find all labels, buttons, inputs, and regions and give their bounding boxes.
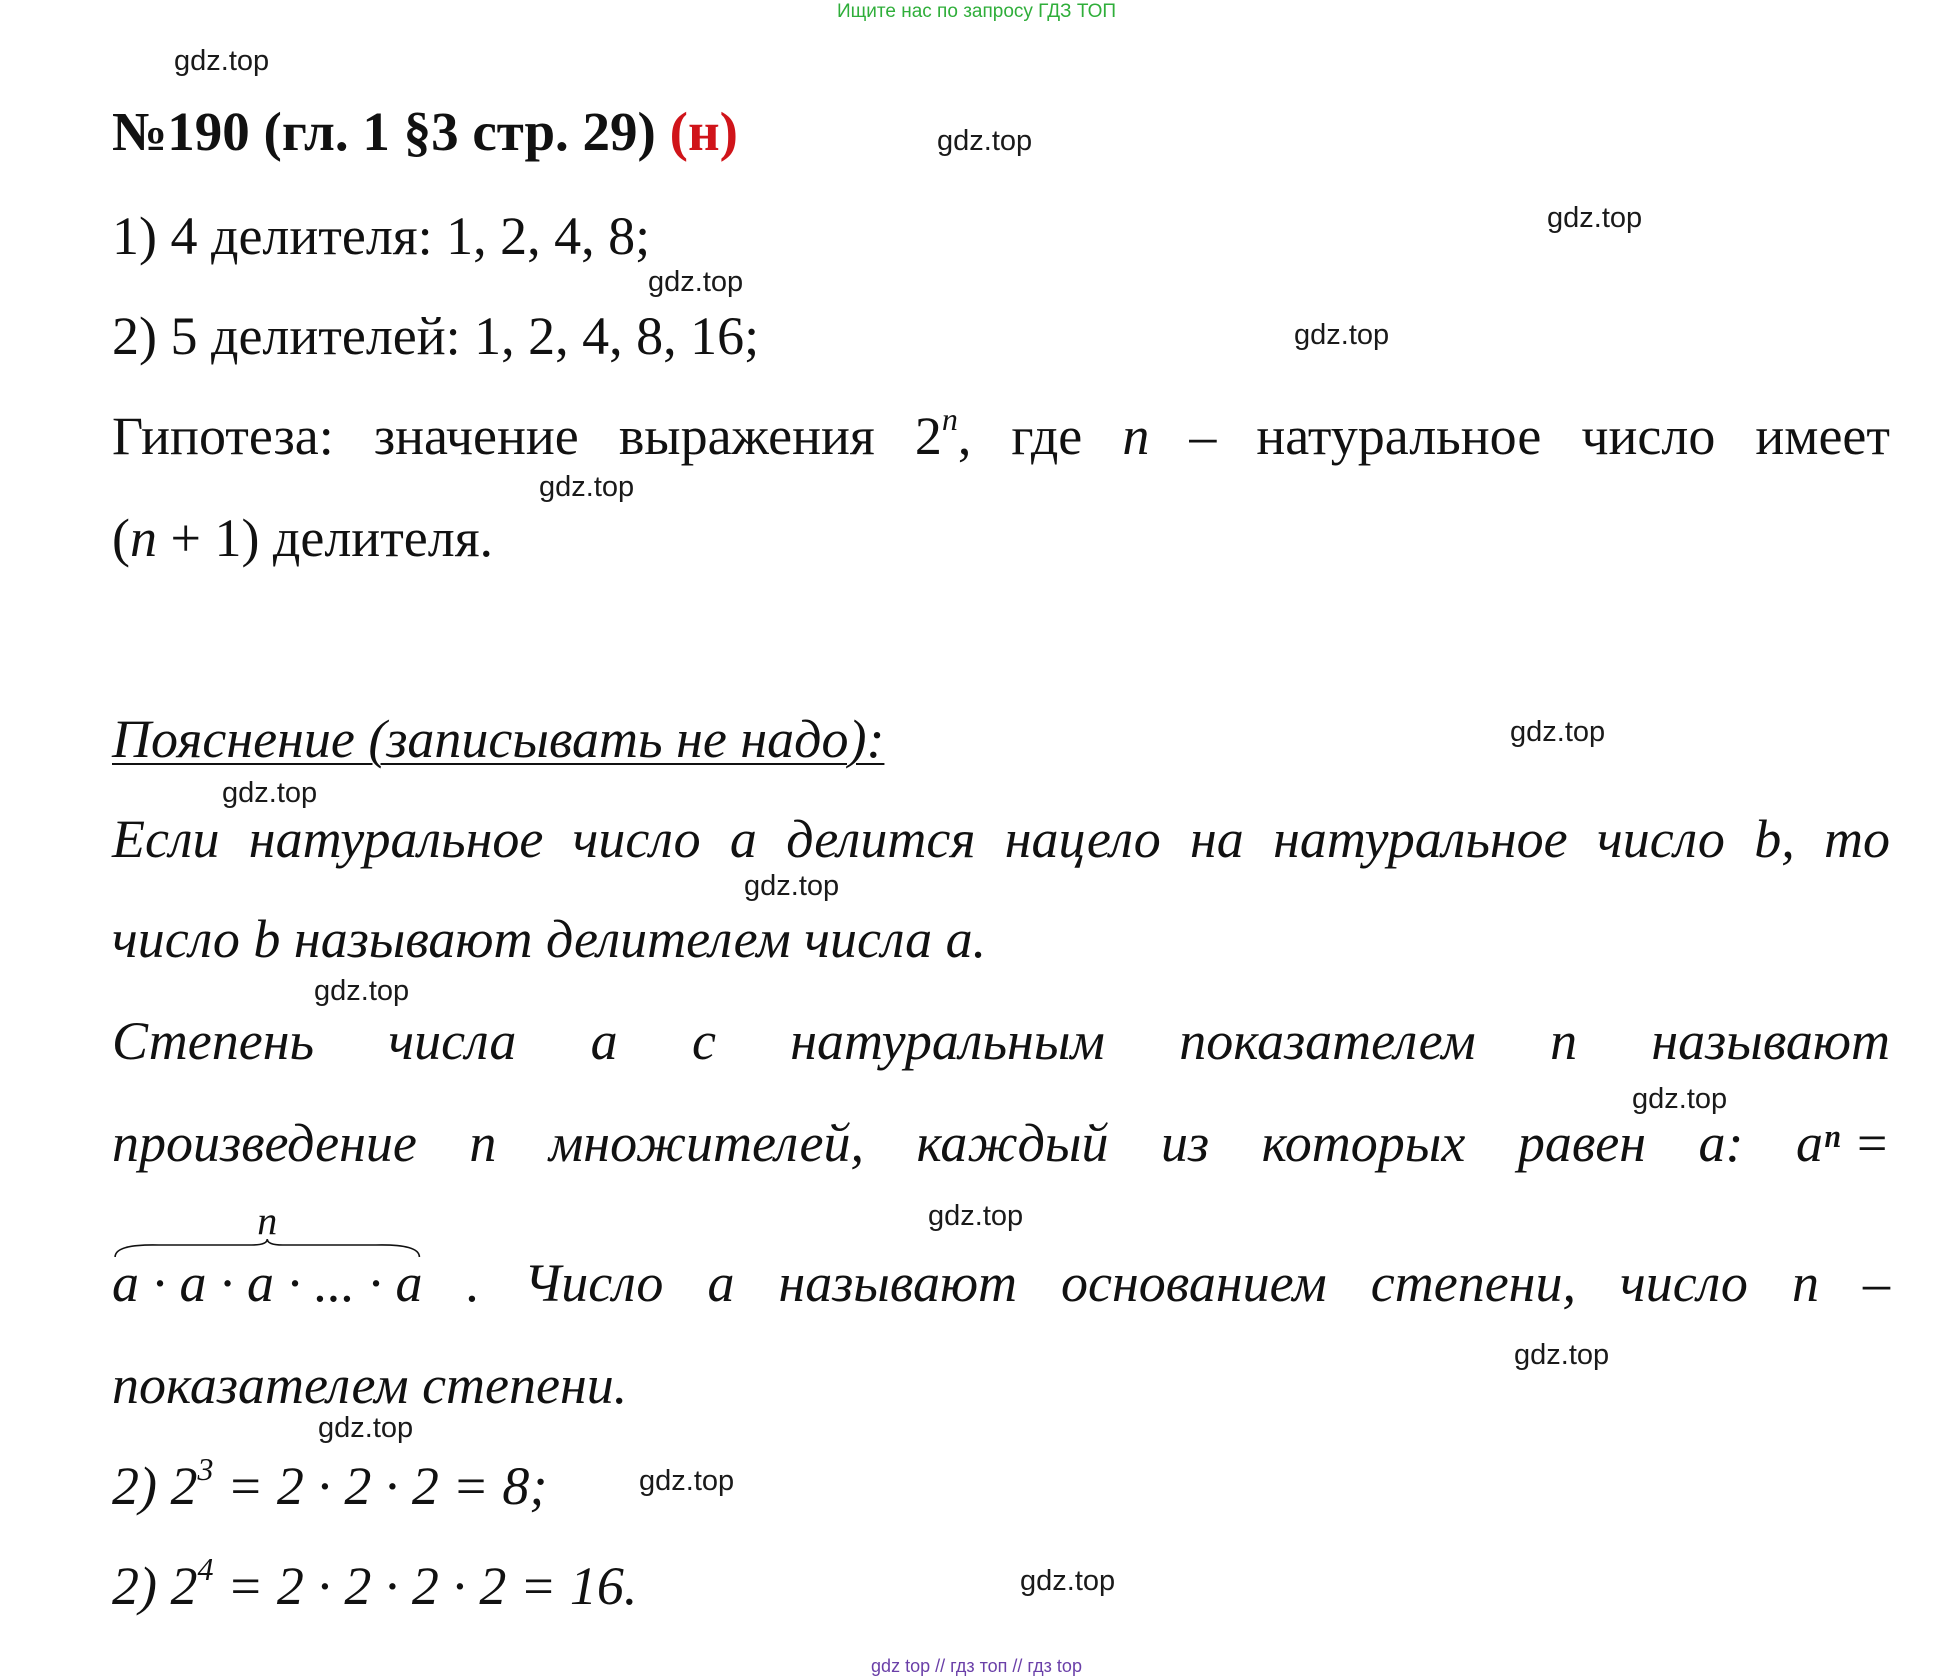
explanation-p2-line1: Степень числа a с натуральным показателем n называют	[112, 1011, 1890, 1071]
explanation-p1-line1: Если натуральное число a делится нацело на натуральное число b, то	[112, 809, 1890, 869]
explanation-p1-line2: число b называют делителем числа a.	[112, 909, 987, 969]
watermark: gdz.top	[1514, 1339, 1610, 1371]
top-banner: Ищите нас по запросу ГДЗ ТОП	[836, 1, 1117, 22]
explanation-heading: Пояснение (записывать не надо):	[112, 709, 885, 769]
watermark: gdz.top	[318, 1412, 414, 1444]
watermark: gdz.top	[1020, 1565, 1116, 1597]
hypothesis-power: 2$^n$,	[914, 401, 972, 466]
power-formula: aⁿ =	[1796, 1113, 1890, 1173]
watermark: gdz.top	[928, 1200, 1024, 1232]
watermark: gdz.top	[744, 870, 840, 902]
hypothesis-word: Гипотеза:	[112, 406, 334, 466]
hypothesis-word: имеет	[1755, 406, 1890, 466]
answer-line-2: 2) 5 делителей: 1, 2, 4, 8, 16;	[112, 306, 760, 366]
level-marker: (н)	[669, 101, 738, 162]
problem-number: №190 (гл. 1 §3 стр. 29)	[112, 101, 656, 162]
watermark: gdz.top	[1294, 319, 1390, 351]
problem-title	[112, 100, 738, 164]
hypothesis-line-1	[112, 401, 1890, 467]
hypothesis-word: выражения	[618, 406, 875, 466]
example-line-1: 2) $2^3 = 2 \cdot 2 \cdot 2 = 8$;	[112, 1451, 548, 1516]
example-line-2: 2) $2^4 = 2 \cdot 2 \cdot 2 \cdot 2 = 16$.	[112, 1551, 638, 1616]
overbrace-product: n a · a · a · ... · a	[112, 1252, 423, 1314]
explanation-p2-line4: показателем степени.	[112, 1355, 628, 1415]
watermark: gdz.top	[937, 125, 1033, 157]
watermark: gdz.top	[314, 975, 410, 1007]
overbrace-icon	[112, 1238, 423, 1258]
bottom-banner: gdz top // гдз топ // гдз top	[871, 1656, 1082, 1676]
watermark: gdz.top	[539, 471, 635, 503]
hypothesis-variable: n	[1122, 406, 1150, 466]
watermark: gdz.top	[648, 266, 744, 298]
hypothesis-word: натуральное	[1256, 406, 1542, 466]
explanation-p2-line2: произведение n множителей, каждый из которых равен a: aⁿ =	[112, 1113, 1890, 1173]
watermark: gdz.top	[1510, 716, 1606, 748]
watermark: gdz.top	[1547, 202, 1643, 234]
overbrace-label: n	[257, 1198, 278, 1243]
watermark: gdz.top	[639, 1465, 735, 1497]
watermark: gdz.top	[222, 777, 318, 809]
answer-line-1: 1) 4 делителя: 1, 2, 4, 8;	[112, 206, 651, 266]
hypothesis-dash: –	[1189, 406, 1217, 466]
watermark: gdz.top	[1632, 1083, 1728, 1115]
hypothesis-word: где	[1011, 406, 1083, 466]
hypothesis-word: значение	[373, 406, 579, 466]
hypothesis-word: число	[1581, 406, 1716, 466]
watermark: gdz.top	[174, 45, 270, 77]
explanation-p2-line3: n a · a · a · ... · a . Число a называют основанием степени, число n –	[112, 1252, 1890, 1314]
hypothesis-line-2: (n + 1) делителя.	[112, 508, 494, 568]
